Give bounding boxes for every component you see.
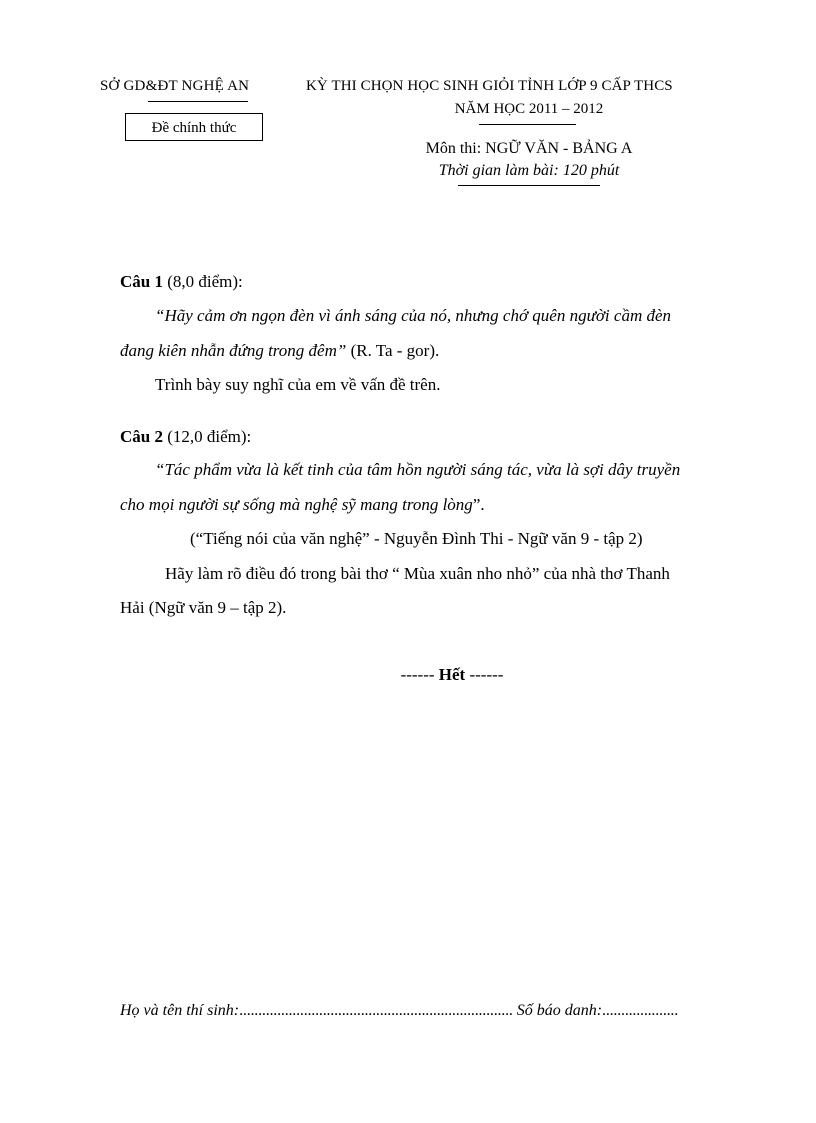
end-mark	[0, 665, 816, 685]
end-dashes-right: ------	[465, 665, 504, 684]
candidate-info-line	[120, 1002, 678, 1020]
agency-name: SỞ GD&ĐT NGHỆ AN	[100, 78, 250, 94]
question-1-attribution: (R. Ta - gor).	[346, 341, 440, 360]
question-2-quote-close: ”.	[472, 495, 485, 514]
question-1-quote-line-1: “Hãy cảm ơn ngọn đèn vì ánh sáng của nó, nhưng chớ quên người cầm đèn	[155, 306, 672, 325]
question-2-task-line-1: Hãy làm rõ điều đó trong bài thơ “ Mùa xuân nho nhỏ” của nhà thơ Thanh	[165, 564, 670, 583]
question-2-heading	[120, 427, 251, 447]
question-1-heading	[120, 272, 243, 292]
school-year-underline	[479, 124, 576, 125]
school-year: NĂM HỌC 2011 – 2012	[454, 101, 604, 117]
question-1-quote-line-2	[120, 341, 439, 361]
candidate-name-blank: ........................................................................	[239, 1002, 513, 1019]
question-2-task-line-2: Hải (Ngữ văn 9 – tập 2).	[120, 598, 287, 617]
exam-duration: Thời gian làm bài: 120 phút	[438, 162, 620, 179]
end-dashes-left: ------	[400, 665, 439, 684]
question-1-label: Câu 1	[120, 272, 163, 291]
question-2-quote-line-1: “Tác phẩm vừa là kết tinh của tâm hồn người sáng tác, vừa là sợi dây truyền	[155, 460, 681, 479]
agency-underline	[148, 101, 248, 102]
question-2-quote-text: cho mọi người sự sống mà nghệ sỹ mang trong lòng	[120, 495, 473, 514]
question-1-task: Trình bày suy nghĩ của em về vấn đề trên.	[155, 375, 441, 394]
question-2-points: (12,0 điểm):	[162, 427, 252, 446]
exam-title: KỲ THI CHỌN HỌC SINH GIỎI TỈNH LỚP 9 CẤP THCS	[306, 78, 673, 94]
end-word: Hết	[438, 665, 466, 684]
candidate-name-label: Họ và tên thí sinh:	[120, 1002, 240, 1019]
candidate-id-label: Số báo danh:	[512, 1002, 603, 1019]
official-exam-badge: Đề chính thức	[125, 113, 263, 141]
question-2-label: Câu 2	[120, 427, 163, 446]
exam-subject: Môn thi: NGỮ VĂN - BẢNG A	[425, 140, 633, 157]
question-2-source: (“Tiếng nói của văn nghệ” - Nguyễn Đình Thi - Ngữ văn 9 - tập 2)	[190, 529, 643, 548]
question-1-quote-end: đang kiên nhẫn đứng trong đêm”	[120, 341, 347, 360]
candidate-id-blank: ....................	[602, 1002, 679, 1019]
question-1-points: (8,0 điểm):	[162, 272, 243, 291]
duration-underline	[458, 185, 600, 186]
question-2-quote-line-2	[120, 495, 485, 515]
